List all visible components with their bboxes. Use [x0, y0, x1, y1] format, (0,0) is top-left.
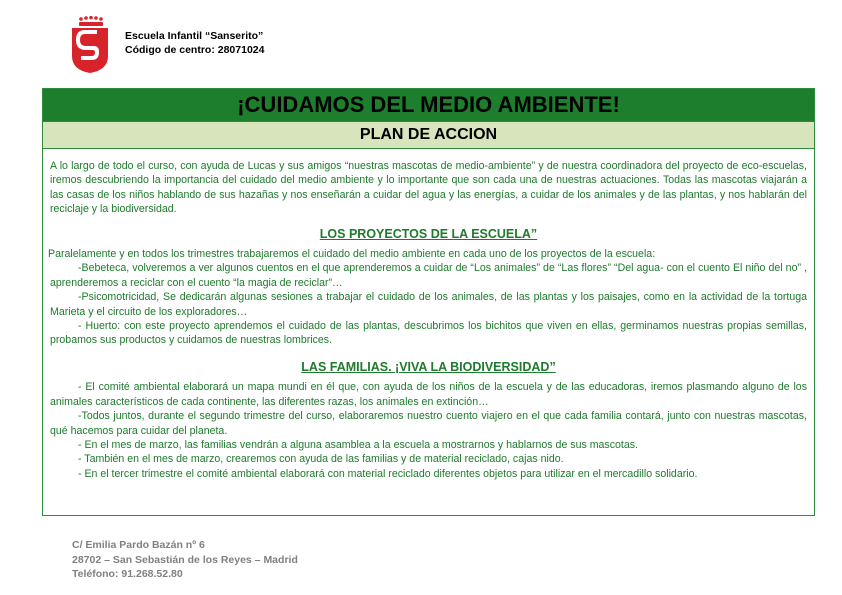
footer-address-block: [72, 538, 298, 582]
school-name: Escuela Infantil “Sanserito”: [125, 30, 264, 42]
list-item: -Psicomotricidad, Se dedicarán algunas sesiones a trabajar el cuidado de los animales, de las plantas y los paisajes, como en la actividad de la tortuga Marieta y el circuito de los exploradores…: [50, 291, 807, 318]
center-code: Código de centro: 28071024: [125, 44, 265, 56]
list-item: - También en el mes de marzo, crearemos con ayuda de las familias y de material reciclado, cajas nido.: [78, 453, 564, 466]
document-frame: [42, 88, 815, 516]
footer-address: C/ Emilia Pardo Bazán nº 6: [72, 539, 205, 551]
intro-paragraph: A lo largo de todo el curso, con ayuda de Lucas y sus amigos “nuestras mascotas de medio-ambiente” y de nuestra coordinadora del proyecto de eco-escuelas, iremos descubriendo la importancia del cuidado del medio ambiente y lo importante que son cada una de nuestras actuaciones. Todas las mascotas viajarán a las casas de los niños hablando de sus hazañas y nos enseñarán a cuidar del agua y las energías, a cuidar de los animales y de las plantas, y nos hablarán del reciclaje y la biodiversidad.: [50, 160, 807, 216]
section-heading-proyectos: LOS PROYECTOS DE LA ESCUELA”: [319, 226, 538, 241]
document-subtitle: PLAN DE ACCION: [43, 122, 814, 149]
list-item: - En el mes de marzo, las familias vendrán a alguna asamblea a la escuela a mostrarnos y hablarnos de sus mascotas.: [78, 438, 638, 451]
section-intro: Paralelamente y en todos los trimestres trabajaremos el cuidado del medio ambiente en cada uno de los proyectos de la escuela:: [48, 248, 656, 261]
list-item: -Bebeteca, volveremos a ver algunos cuentos en el que aprenderemos a cuidar de “Los animales” de “Las flores” “Del agua- con el cuento El niño del no” , aprenderemos a reciclar con el cuento “la magia de reciclar”…: [50, 262, 807, 289]
footer-city: 28702 – San Sebastián de los Reyes – Madrid: [72, 553, 298, 566]
list-item: - El comité ambiental elaborará un mapa mundi en él que, con ayuda de los niños de la escuela y de las educadoras, iremos plasmando alguno de los animales característicos de cada continente, las diferentes razas, los animales en extinción…: [50, 381, 807, 408]
document-title: ¡CUIDAMOS DEL MEDIO AMBIENTE!: [43, 89, 814, 122]
school-info: [125, 29, 264, 57]
document-body: [43, 149, 814, 481]
list-item: - En el tercer trimestre el comité ambiental elaborará con material reciclado diferentes objetos para utilizar en el mercadillo solidario.: [78, 467, 698, 480]
list-item: -Todos juntos, durante el segundo trimestre del curso, elaboraremos nuestro cuento viajero en el que cada familia contará, junto con nuestras mascotas, qué hacemos para cuidar del planeta.: [50, 410, 807, 437]
school-logo: [70, 16, 110, 74]
list-item: - Huerto: con este proyecto aprendemos el cuidado de las plantas, descubrimos los bichitos que viven en ellas, germinamos nuestras propias semillas, probamos sus productos y cuidamos de nuestras lombrices.: [50, 320, 807, 347]
footer-phone: Teléfono: 91.268.52.80: [72, 568, 183, 580]
section-heading-familias: LAS FAMILIAS. ¡VIVA LA BIODIVERSIDAD”: [301, 359, 556, 374]
